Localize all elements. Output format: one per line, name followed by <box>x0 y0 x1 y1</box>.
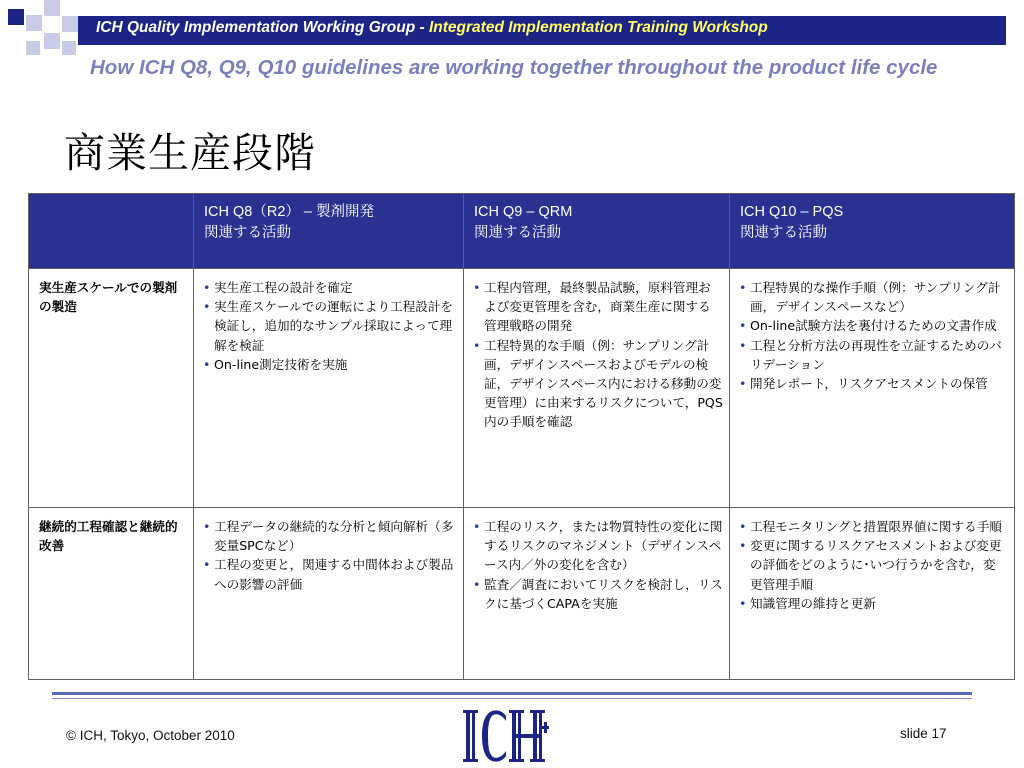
header-cell-q10 <box>730 194 1015 269</box>
footer-rule-thin <box>52 698 972 699</box>
table-cell <box>194 508 464 680</box>
decor-square <box>8 9 24 25</box>
row-label: 継続的工程確認と継続的改善 <box>29 508 194 680</box>
bullet-item: • 変更に関するリスクアセスメントおよび変更の評価をどのように･いつ行うかを含む，変更管理手順 <box>738 536 1008 594</box>
column-header-line2: 関連する活動 <box>204 225 291 241</box>
bullet-item: • 工程特異的な手順（例：サンプリング計画，デザインスペースおよびモデルの検証，デザインスペース内における移動の変更管理）に由来するリスクについて，PQS内の手順を確認 <box>472 336 723 432</box>
bullet-item: • 実生産工程の設計を確定 <box>202 278 457 297</box>
slide-number: slide 17 <box>900 726 947 741</box>
bullet-item: • 工程内管理，最終製品試験，原料管理および変更管理を含む，商業生産に関する管理戦略の開発 <box>472 278 723 336</box>
table-row <box>29 269 1015 508</box>
bullet-item: • 工程の変更と，関連する中間体および製品への影響の評価 <box>202 555 457 593</box>
ich-logo <box>462 704 550 768</box>
row-label: 実生産スケールでの製剤の製造 <box>29 269 194 508</box>
bullet-item: • 知識管理の維持と更新 <box>738 594 1008 613</box>
decor-square <box>44 0 60 16</box>
table-cell <box>194 269 464 508</box>
bullet-item: • On-line試験方法を裏付けるための文書作成 <box>738 316 1008 335</box>
column-header-line1: ICH Q10 – PQS <box>740 204 844 220</box>
table-cell <box>730 269 1015 508</box>
bullet-item: • 工程のリスク，または物質特性の変化に関するリスクのマネジメント（デザインスペース内／外の変化を含む） <box>472 517 723 575</box>
table-row <box>29 508 1015 680</box>
table-header-row <box>29 194 1015 269</box>
table-cell <box>464 269 730 508</box>
slide-subtitle: How ICH Q8, Q9, Q10 guidelines are working together throughout the product life cycle <box>90 56 938 79</box>
header-cell-empty <box>29 194 194 269</box>
bullet-item: • On-line測定技術を実施 <box>202 355 457 374</box>
decor-square <box>26 41 40 55</box>
column-header-line1: ICH Q8（R2） – 製剤開発 <box>204 204 374 220</box>
decor-square <box>26 15 42 31</box>
footer-copyright: © ICH, Tokyo, October 2010 <box>66 728 235 743</box>
decor-square <box>62 16 78 32</box>
column-header-line1: ICH Q9 – QRM <box>474 204 573 220</box>
decor-square <box>44 33 60 49</box>
table-cell <box>730 508 1015 680</box>
header-cell-q8 <box>194 194 464 269</box>
decor-square <box>62 41 76 55</box>
activities-table <box>28 193 1015 680</box>
bullet-item: • 開発レポート，リスクアセスメントの保管 <box>738 374 1008 393</box>
bullet-item: • 工程モニタリングと措置限界値に関する手順 <box>738 517 1008 536</box>
banner-prefix: ICH Quality Implementation Working Group - <box>96 19 429 36</box>
bullet-item: • 工程と分析方法の再現性を立証するためのバリデーション <box>738 336 1008 374</box>
banner-highlight: Integrated Implementation Training Workshop <box>428 19 768 36</box>
bullet-item: • 実生産スケールでの運転により工程設計を検証し，追加的なサンプル採取によって理解を検証 <box>202 297 457 355</box>
column-header-line2: 関連する活動 <box>740 225 827 241</box>
banner-text <box>96 19 768 37</box>
column-header-line2: 関連する活動 <box>474 225 561 241</box>
bullet-item: • 監査／調査においてリスクを検討し，リスクに基づくCAPAを実施 <box>472 575 723 613</box>
bullet-item: • 工程特異的な操作手順（例：サンプリング計画，デザインスペースなど） <box>738 278 1008 316</box>
page-title: 商業生産段階 <box>64 129 316 177</box>
footer-rule <box>52 692 972 695</box>
bullet-item: • 工程データの継続的な分析と傾向解析（多変量SPCなど） <box>202 517 457 555</box>
table-cell <box>464 508 730 680</box>
header-cell-q9 <box>464 194 730 269</box>
